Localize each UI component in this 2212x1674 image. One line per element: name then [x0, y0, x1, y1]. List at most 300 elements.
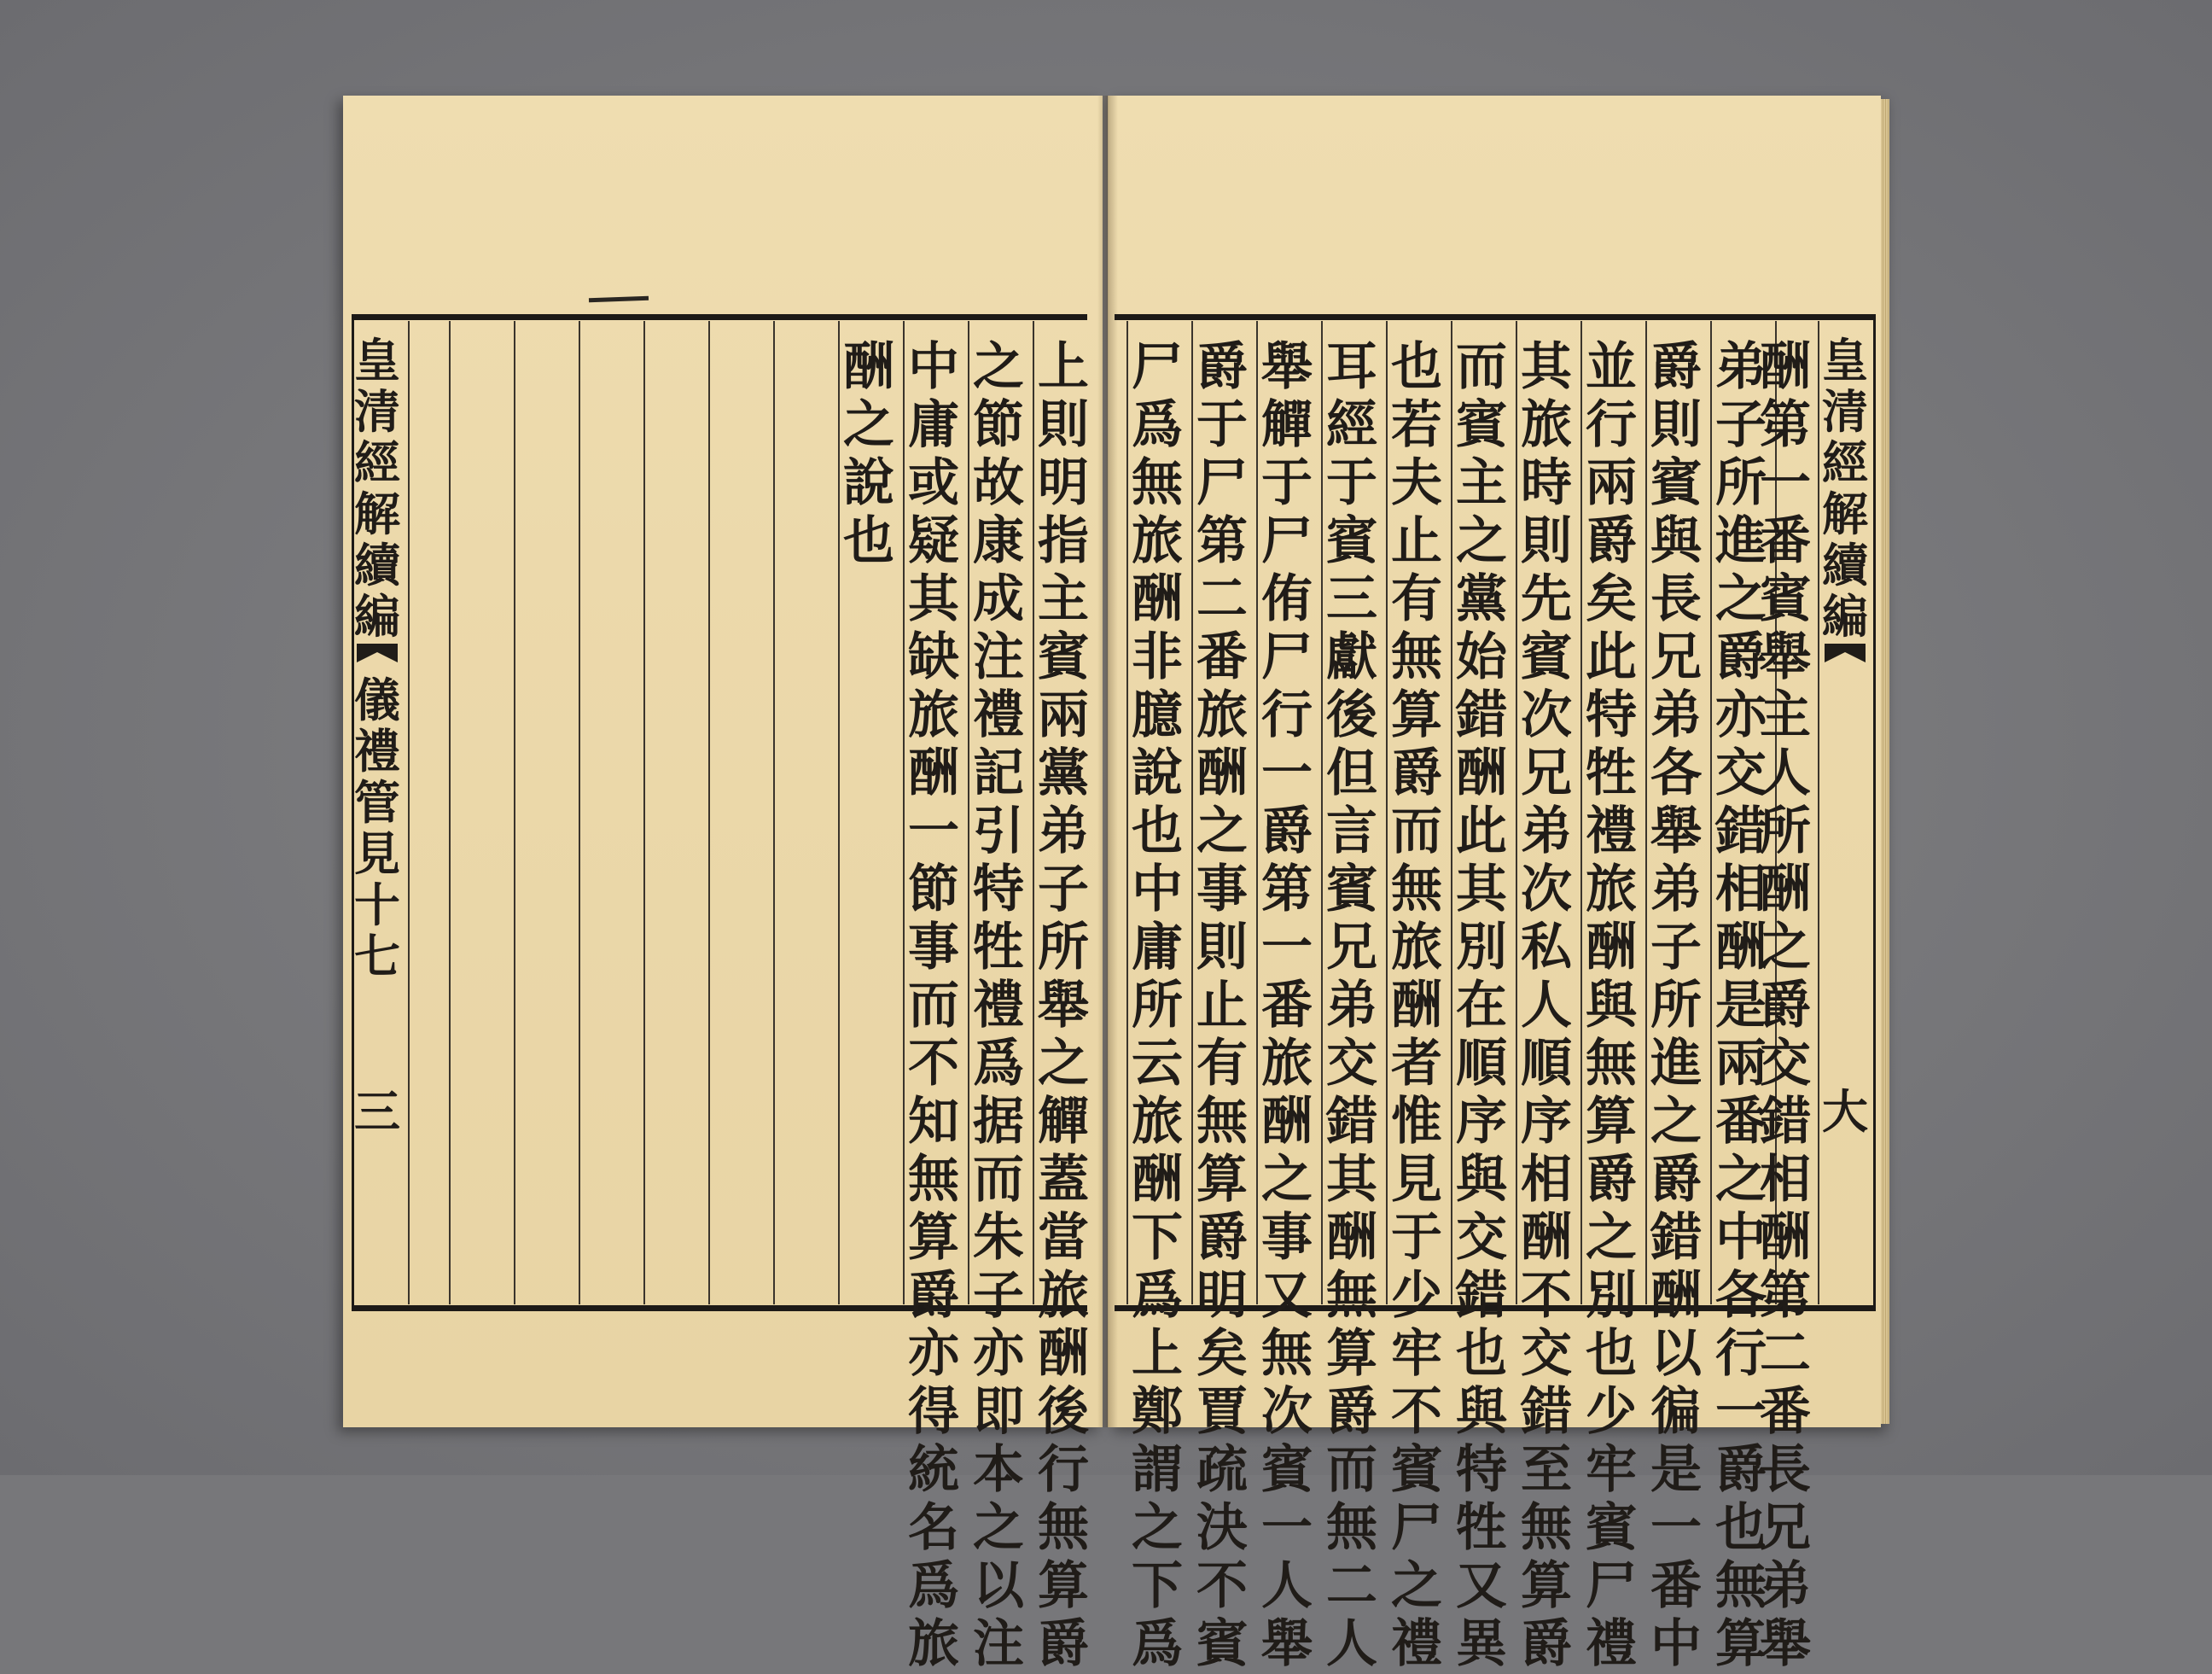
glyph: 弟: [1038, 802, 1089, 861]
glyph: 爵: [1391, 744, 1442, 803]
glyph: 之: [1715, 569, 1767, 629]
glyph: 之: [1456, 511, 1507, 571]
glyph: 七: [354, 929, 400, 983]
glyph: 牲: [1456, 1498, 1507, 1558]
right-margin-page-number: [1819, 1086, 1871, 1137]
glyph: 所: [1038, 918, 1089, 977]
glyph: 賓: [1391, 1440, 1442, 1500]
glyph: 爲: [1132, 1614, 1183, 1674]
glyph: 解: [354, 487, 400, 541]
glyph: 少: [1586, 1382, 1637, 1442]
left-margin-page-number: [352, 1086, 403, 1137]
glyph: 所: [1650, 976, 1702, 1035]
column-rule: [579, 321, 580, 1304]
glyph: 錯: [1760, 1092, 1811, 1152]
glyph: 一: [1715, 1382, 1767, 1442]
glyph: 旅: [1391, 918, 1442, 977]
glyph: 上: [1038, 337, 1089, 397]
glyph: 說: [843, 453, 894, 513]
glyph: 酬: [1760, 1208, 1811, 1268]
glyph: 中: [1715, 1208, 1767, 1268]
glyph: 爵: [1038, 1614, 1089, 1674]
glyph: 之: [1038, 1034, 1089, 1094]
glyph: 舉: [1760, 627, 1811, 687]
glyph: 徧: [1650, 1382, 1702, 1442]
glyph: 禮: [1586, 1614, 1637, 1674]
glyph: 續: [354, 538, 400, 592]
glyph: 番: [1650, 1556, 1702, 1616]
glyph: 舉: [1261, 337, 1313, 397]
glyph: 特: [1456, 1440, 1507, 1500]
text-column: [1582, 337, 1640, 1674]
glyph: 觶: [1261, 395, 1313, 455]
text-column: [1647, 337, 1705, 1674]
glyph: 酬: [1132, 1150, 1183, 1210]
glyph: 所: [1132, 976, 1183, 1035]
text-column: [1323, 337, 1381, 1674]
glyph: 錯: [1715, 802, 1767, 861]
glyph: 無: [1326, 1498, 1377, 1558]
glyph: 見: [354, 826, 400, 881]
glyph: 疏: [1196, 1440, 1248, 1500]
glyph: 見: [1391, 1150, 1442, 1210]
glyph: 酬: [1196, 744, 1248, 803]
glyph: 則: [1650, 395, 1702, 455]
glyph: 主: [1038, 569, 1089, 629]
glyph: 行: [1261, 685, 1313, 745]
glyph: 中: [1650, 1614, 1702, 1674]
glyph: 順: [1521, 1034, 1572, 1094]
glyph: 尸: [1261, 511, 1313, 571]
fishtail-mark: [1823, 642, 1867, 664]
glyph: 禮: [354, 724, 400, 779]
column-rule: [449, 321, 451, 1304]
glyph: 與: [1456, 1150, 1507, 1210]
glyph: 則: [1196, 918, 1248, 977]
glyph: 中: [908, 337, 959, 397]
glyph: 其: [1326, 1150, 1377, 1210]
glyph: 故: [973, 453, 1024, 513]
glyph: 編: [354, 589, 400, 644]
glyph: 指: [1038, 511, 1089, 571]
glyph: 至: [1521, 1440, 1572, 1500]
glyph: 節: [973, 395, 1024, 455]
glyph: 舉: [1038, 976, 1089, 1035]
glyph: 耳: [1326, 337, 1377, 397]
glyph: 禮: [1391, 1614, 1442, 1674]
glyph: 矣: [1196, 1324, 1248, 1384]
glyph: 其: [1456, 860, 1507, 919]
glyph: 旅: [908, 685, 959, 745]
glyph: 也: [1391, 337, 1442, 397]
glyph: 又: [1261, 1266, 1313, 1326]
glyph: 算: [1038, 1556, 1089, 1616]
glyph: 舉: [1760, 1614, 1811, 1674]
glyph: 有: [1196, 1034, 1248, 1094]
glyph: 觶: [1038, 1092, 1089, 1152]
glyph: 經: [354, 435, 400, 490]
glyph: 兩: [1715, 1034, 1767, 1094]
glyph: 之: [1760, 918, 1811, 977]
glyph: 之: [1586, 1208, 1637, 1268]
glyph: 主: [1456, 453, 1507, 513]
glyph: 算: [1521, 1556, 1572, 1616]
glyph: 二: [1196, 569, 1248, 629]
glyph: 時: [1521, 453, 1572, 513]
glyph: 獻: [1326, 627, 1377, 687]
glyph: 爲: [1132, 395, 1183, 455]
glyph: 酬: [1521, 1208, 1572, 1268]
column-rule: [643, 321, 645, 1304]
glyph: 爲: [973, 1034, 1024, 1094]
glyph: 所: [1760, 802, 1811, 861]
glyph: 此: [1586, 627, 1637, 687]
glyph: 也: [1715, 1498, 1767, 1558]
glyph: 編: [1822, 589, 1868, 644]
glyph: 而: [1391, 802, 1442, 861]
glyph: 番: [1715, 1092, 1767, 1152]
glyph: 酬: [1650, 1266, 1702, 1326]
glyph: 第: [1760, 1266, 1811, 1326]
text-column: [1452, 337, 1511, 1674]
glyph: 各: [1650, 744, 1702, 803]
glyph: 不: [1196, 1556, 1248, 1616]
glyph: 十: [354, 878, 400, 932]
glyph: 爵: [1586, 511, 1637, 571]
glyph: 行: [1715, 1324, 1767, 1384]
glyph: 而: [1326, 1440, 1377, 1500]
glyph: 行: [1586, 395, 1637, 455]
glyph: 或: [908, 453, 959, 513]
glyph: 無: [1196, 1092, 1248, 1152]
glyph: 續: [1822, 538, 1868, 592]
glyph: 之: [843, 395, 894, 455]
glyph: 旅: [1038, 1266, 1089, 1326]
glyph: 一: [1261, 744, 1313, 803]
glyph: 禮: [1586, 802, 1637, 861]
glyph: 統: [908, 1440, 959, 1500]
glyph: 番: [1760, 1382, 1811, 1442]
glyph: 人: [1261, 1556, 1313, 1616]
glyph: 相: [1521, 1150, 1572, 1210]
glyph: 番: [1196, 627, 1248, 687]
glyph: 無: [908, 1150, 959, 1210]
glyph: 經: [1326, 395, 1377, 455]
glyph: 二: [1326, 1556, 1377, 1616]
glyph: 爵: [1650, 337, 1702, 397]
glyph: 子: [973, 1266, 1024, 1326]
glyph: 明: [1196, 1266, 1248, 1326]
text-column: [1388, 337, 1446, 1674]
glyph: 儀: [354, 673, 400, 727]
glyph: 特: [1586, 685, 1637, 745]
glyph: 臆: [1132, 685, 1183, 745]
glyph: 在: [1456, 976, 1507, 1035]
glyph: 三: [354, 1084, 400, 1139]
glyph: 兩: [1038, 685, 1089, 745]
glyph: 無: [1521, 1498, 1572, 1558]
glyph: 始: [1456, 627, 1507, 687]
glyph: 節: [908, 860, 959, 919]
glyph: 順: [1456, 1034, 1507, 1094]
glyph: 据: [973, 1092, 1024, 1152]
glyph: 一: [1760, 453, 1811, 513]
glyph: 錯: [1456, 1266, 1507, 1326]
glyph: 爵: [1715, 627, 1767, 687]
glyph: 人: [1521, 976, 1572, 1035]
glyph: 下: [1132, 1208, 1183, 1268]
glyph: 番: [1760, 511, 1811, 571]
glyph: 序: [1456, 1092, 1507, 1152]
glyph: 尸: [1132, 337, 1183, 397]
glyph: 賓: [1038, 627, 1089, 687]
glyph: 少: [1391, 1266, 1442, 1326]
glyph: 序: [1521, 1092, 1572, 1152]
glyph: 錯: [1650, 1208, 1702, 1268]
glyph: 交: [1760, 1034, 1811, 1094]
glyph: 長: [1760, 1440, 1811, 1500]
glyph: 之: [973, 337, 1024, 397]
glyph: 旅: [908, 1614, 959, 1674]
column-rule: [408, 321, 410, 1304]
glyph: 酬: [1391, 976, 1442, 1035]
glyph: 子: [1715, 395, 1767, 455]
glyph: 爵: [908, 1266, 959, 1326]
glyph: 算: [1715, 1614, 1767, 1674]
glyph: 兄: [1521, 744, 1572, 803]
text-column: [905, 337, 963, 1674]
glyph: 注: [973, 1614, 1024, 1674]
text-column: [969, 337, 1027, 1674]
glyph: 清: [1822, 384, 1868, 439]
glyph: 也: [1586, 1324, 1637, 1384]
glyph: 與: [1586, 976, 1637, 1035]
glyph: 爲: [908, 1556, 959, 1616]
glyph: 無: [1132, 453, 1183, 513]
glyph: 之: [1650, 1092, 1702, 1152]
glyph: 知: [908, 1092, 959, 1152]
glyph: 賈: [1196, 1382, 1248, 1442]
glyph: 特: [973, 860, 1024, 919]
glyph: 賓: [1521, 627, 1572, 687]
glyph: 爵: [1521, 1614, 1572, 1674]
glyph: 本: [973, 1440, 1024, 1500]
glyph: 一: [908, 802, 959, 861]
glyph: 次: [1521, 860, 1572, 919]
glyph: 第: [1760, 395, 1811, 455]
glyph: 夫: [1391, 453, 1442, 513]
glyph: 止: [1196, 976, 1248, 1035]
glyph: 之: [1132, 1498, 1183, 1558]
glyph: 之: [973, 1498, 1024, 1558]
glyph: 上: [1132, 1324, 1183, 1384]
glyph: 皇: [354, 333, 400, 388]
glyph: 弟: [1650, 685, 1702, 745]
glyph: 算: [1586, 1092, 1637, 1152]
text-column: [1034, 337, 1092, 1674]
glyph: 庸: [908, 395, 959, 455]
glyph: 賓: [1650, 453, 1702, 513]
glyph: 弟: [1521, 802, 1572, 861]
glyph: 之: [1391, 1556, 1442, 1616]
glyph: 次: [1261, 1382, 1313, 1442]
glyph: 大: [1822, 1084, 1868, 1139]
glyph: 則: [1038, 395, 1089, 455]
fishtail-mark: [355, 642, 399, 664]
glyph: 酬: [1760, 860, 1811, 919]
glyph: 相: [1760, 1150, 1811, 1210]
glyph: 進: [1715, 511, 1767, 571]
glyph: 當: [1038, 1208, 1089, 1268]
glyph: 與: [1650, 511, 1702, 571]
glyph: 注: [973, 627, 1024, 687]
glyph: 有: [1391, 569, 1442, 629]
glyph: 而: [973, 1150, 1024, 1210]
glyph: 謂: [1132, 1440, 1183, 1500]
glyph: 亦: [908, 1324, 959, 1384]
text-column: [840, 338, 898, 1294]
glyph: 錯: [1521, 1382, 1572, 1442]
glyph: 中: [1132, 860, 1183, 919]
glyph: 一: [1261, 1498, 1313, 1558]
glyph: 酬: [1760, 337, 1811, 397]
glyph: 弟: [1715, 337, 1767, 397]
glyph: 鄭: [1132, 1382, 1183, 1442]
glyph: 爵: [1326, 1382, 1377, 1442]
glyph: 其: [1521, 337, 1572, 397]
glyph: 無: [1261, 1324, 1313, 1384]
glyph: 賓: [1760, 569, 1811, 629]
glyph: 酬: [1715, 918, 1767, 977]
glyph: 皇: [1822, 333, 1868, 388]
left-margin-subtitle: [352, 674, 403, 982]
glyph: 是: [1715, 976, 1767, 1035]
glyph: 缺: [908, 627, 959, 687]
glyph: 酬: [1132, 569, 1183, 629]
glyph: 舉: [1261, 1614, 1313, 1674]
glyph: 兩: [1586, 453, 1637, 513]
glyph: 爵: [1586, 1150, 1637, 1210]
glyph: 旅: [1196, 685, 1248, 745]
glyph: 此: [1456, 802, 1507, 861]
glyph: 于: [1391, 1208, 1442, 1268]
glyph: 記: [973, 744, 1024, 803]
glyph: 是: [1650, 1440, 1702, 1500]
glyph: 也: [1132, 802, 1183, 861]
glyph: 言: [1326, 802, 1377, 861]
glyph: 明: [1038, 453, 1089, 513]
glyph: 兄: [1326, 918, 1377, 977]
glyph: 酬: [1586, 918, 1637, 977]
glyph: 以: [973, 1556, 1024, 1616]
glyph: 之: [1715, 1150, 1767, 1210]
glyph: 止: [1391, 511, 1442, 571]
glyph: 長: [1650, 569, 1702, 629]
glyph: 酬: [908, 744, 959, 803]
glyph: 賓: [1196, 1614, 1248, 1674]
glyph: 爵: [1650, 1150, 1702, 1210]
glyph: 尸: [1196, 453, 1248, 513]
glyph: 子: [1038, 860, 1089, 919]
glyph: 清: [354, 384, 400, 439]
glyph: 矣: [1586, 569, 1637, 629]
glyph: 相: [1715, 860, 1767, 919]
glyph: 進: [1650, 1034, 1702, 1094]
glyph: 賓: [1326, 860, 1377, 919]
glyph: 非: [1132, 627, 1183, 687]
glyph: 無: [1038, 1498, 1089, 1558]
glyph: 各: [1715, 1266, 1767, 1326]
glyph: 錯: [1456, 685, 1507, 745]
glyph: 決: [1196, 1498, 1248, 1558]
text-column: [1517, 337, 1575, 1674]
glyph: 子: [1650, 918, 1702, 977]
glyph: 錯: [1326, 1092, 1377, 1152]
glyph: 尸: [1586, 1556, 1637, 1616]
glyph: 云: [1132, 1034, 1183, 1094]
glyph: 于: [1261, 453, 1313, 513]
glyph: 弟: [1326, 976, 1377, 1035]
glyph: 黨: [1456, 569, 1507, 629]
glyph: 下: [1132, 1556, 1183, 1616]
glyph: 爵: [1196, 1208, 1248, 1268]
glyph: 弟: [1650, 860, 1702, 919]
glyph: 算: [1326, 1324, 1377, 1384]
glyph: 牲: [973, 918, 1024, 977]
glyph: 第: [1196, 511, 1248, 571]
glyph: 也: [1456, 1324, 1507, 1384]
glyph: 解: [1822, 487, 1868, 541]
glyph: 名: [908, 1498, 959, 1558]
glyph: 一: [1261, 918, 1313, 977]
glyph: 而: [908, 976, 959, 1035]
glyph: 者: [1391, 1034, 1442, 1094]
glyph: 引: [973, 802, 1024, 861]
glyph: 私: [1521, 918, 1572, 977]
glyph: 說: [1132, 744, 1183, 803]
glyph: 算: [908, 1208, 959, 1268]
glyph: 疑: [908, 511, 959, 571]
glyph: 牲: [1586, 744, 1637, 803]
glyph: 交: [1715, 744, 1767, 803]
glyph: 與: [1456, 1382, 1507, 1442]
text-column: [1193, 337, 1251, 1674]
glyph: 所: [1715, 453, 1767, 513]
glyph: 爵: [1715, 1440, 1767, 1500]
glyph: 尸: [1261, 627, 1313, 687]
glyph: 康: [973, 511, 1024, 571]
glyph: 于: [1196, 395, 1248, 455]
glyph: 之: [1261, 1150, 1313, 1210]
glyph: 其: [908, 569, 959, 629]
glyph: 爲: [1132, 1266, 1183, 1326]
glyph: 亦: [1715, 685, 1767, 745]
glyph: 並: [1586, 337, 1637, 397]
glyph: 無: [1391, 860, 1442, 919]
glyph: 即: [973, 1382, 1024, 1442]
glyph: 牢: [1586, 1440, 1637, 1500]
glyph: 交: [1521, 1324, 1572, 1384]
glyph: 後: [1326, 685, 1377, 745]
glyph: 別: [1456, 918, 1507, 977]
glyph: 管: [354, 775, 400, 830]
glyph: 弟: [1760, 1556, 1811, 1616]
glyph: 賓: [1586, 1498, 1637, 1558]
glyph: 酬: [843, 337, 894, 397]
glyph: 不: [1521, 1266, 1572, 1326]
glyph: 無: [1586, 1034, 1637, 1094]
glyph: 酬: [1038, 1324, 1089, 1384]
